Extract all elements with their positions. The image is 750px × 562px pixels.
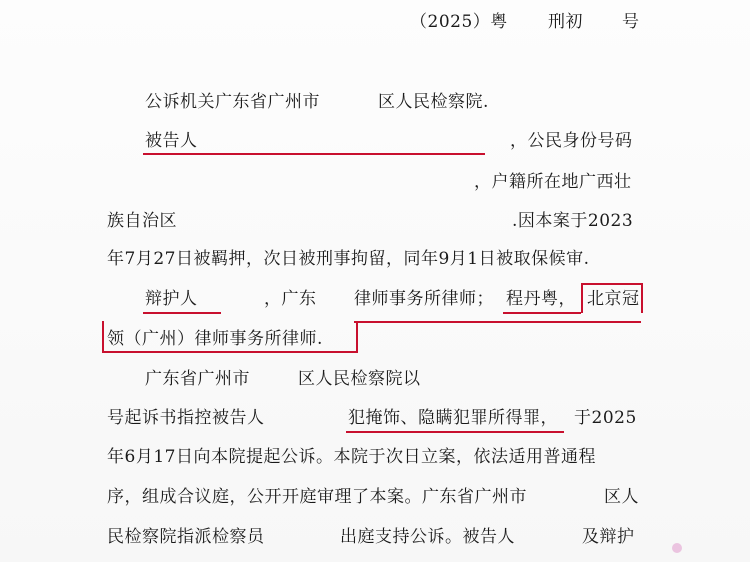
process-text-5: 出庭支持公诉。被告人 [340,527,515,547]
crime-name-underline [346,431,564,433]
crime-name: 犯掩饰、隐瞒犯罪所得罪， [348,408,558,428]
accusation-text-2: 区人民检察院以 [298,369,421,389]
prosecutor-text-2: 区人民检察院. [378,92,489,112]
process-text-6: 及辩护 [582,527,635,547]
firm-text-2: 领（广州）律师事务所律师. [107,329,323,349]
prosecutor-text-1: 公诉机关广东省广州市 [145,92,320,112]
firm-highlight-connector [354,321,641,323]
firm-text-1: 北京冠 [587,289,640,309]
defense-label: 辩护人 [145,289,198,309]
defendant-label: 被告人 [145,131,198,151]
defense-text-2: ，广东 [264,289,317,309]
residence-text: ，户籍所在地广西壮 [474,172,632,192]
case-number-type: 刑初 [548,12,583,32]
firm-highlight-box-top [581,283,643,313]
accusation-text-4: 于2025 [574,408,637,428]
defendant-id-text: ，公民身份号码 [510,131,633,151]
defense-text-3: 律师事务所律师； [354,289,494,309]
process-text-4: 民检察院指派检察员 [107,527,265,547]
region-text-1: 族自治区 [107,211,177,231]
detention-text: 年7月27日被羁押，次日被刑事拘留，同年9月1日被取保候审. [107,249,590,269]
accusation-text-1: 广东省广州市 [145,369,250,389]
region-text-2: .因本案于2023 [512,211,634,231]
process-text-1: 年6月17日向本院提起公诉。本院于次日立案，依法适用普通程 [107,447,596,467]
process-text-2: 序，组成合议庭，公开开庭审理了本案。广东省广州市 [107,487,527,507]
case-number-prefix: （2025）粤 [410,12,508,32]
accusation-text-3: 号起诉书指控被告人 [107,408,265,428]
lawyer-name: 程丹粤， [506,289,576,309]
pink-smudge-mark [672,543,682,553]
process-text-3: 区人 [604,487,639,507]
firm-highlight-box-bottom [102,321,358,353]
defense-label-underline [143,312,221,314]
defendant-redaction-underline [143,153,485,155]
case-number-suffix: 号 [622,12,640,32]
lawyer-name-underline [503,312,581,314]
